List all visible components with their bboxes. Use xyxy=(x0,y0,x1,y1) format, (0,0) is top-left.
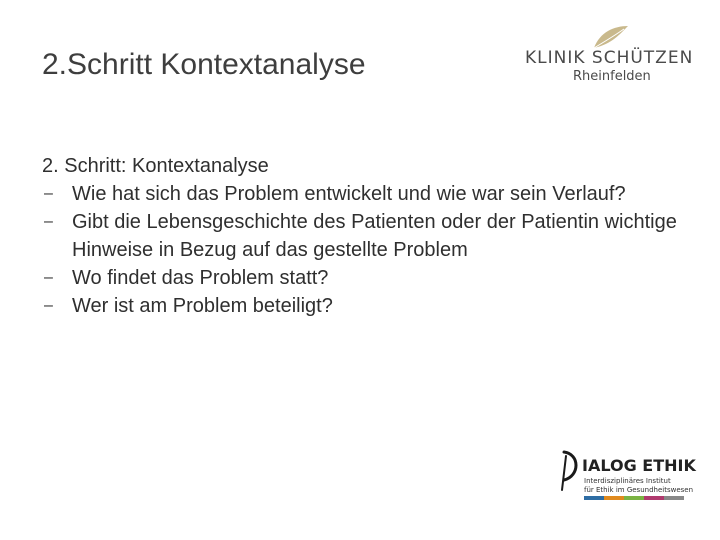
bullet-text: Wie hat sich das Problem entwickelt und wie war sein Verlauf? xyxy=(72,183,626,205)
klinik-schuetzen-logo xyxy=(525,22,695,90)
dialog-ethik-color-bars xyxy=(584,496,684,500)
body-heading: 2. Schritt: Kontextanalyse xyxy=(42,155,269,177)
dialog-ethik-title: IALOG ETHIK xyxy=(582,456,696,475)
bullet-text: Wo findet das Problem statt? xyxy=(72,267,329,289)
logo-subtitle: Rheinfelden xyxy=(573,69,651,84)
bullet-text: Gibt die Lebensgeschichte des Patienten oder der Patientin wichtige Hinweise in Bezug auf das gestellte Problem xyxy=(72,211,677,261)
slide-title: 2.Schritt Kontextanalyse xyxy=(42,48,366,81)
dialog-ethik-logo xyxy=(558,446,698,506)
bullet-text: Wer ist am Problem beteiligt? xyxy=(72,295,333,317)
slide-body xyxy=(42,152,682,320)
bullet-item xyxy=(42,292,682,320)
logo-name: KLINIK SCHÜTZEN xyxy=(525,48,694,68)
bullet-item xyxy=(42,208,682,264)
color-bar xyxy=(644,496,664,500)
bullet-list xyxy=(42,180,682,320)
bullet-dash: – xyxy=(44,269,53,286)
bullet-dash: – xyxy=(44,213,53,230)
dialog-ethik-subtitle-1: Interdisziplinäres Institut xyxy=(584,477,671,485)
color-bar xyxy=(604,496,624,500)
bullet-dash: – xyxy=(44,185,53,202)
dialog-d-icon xyxy=(558,446,582,494)
dialog-ethik-subtitle-2: für Ethik im Gesundheitswesen xyxy=(584,486,694,494)
bullet-dash: – xyxy=(44,297,53,314)
color-bar xyxy=(664,496,684,500)
color-bar xyxy=(624,496,644,500)
color-bar xyxy=(584,496,604,500)
bullet-item xyxy=(42,264,682,292)
bullet-item xyxy=(42,180,682,208)
